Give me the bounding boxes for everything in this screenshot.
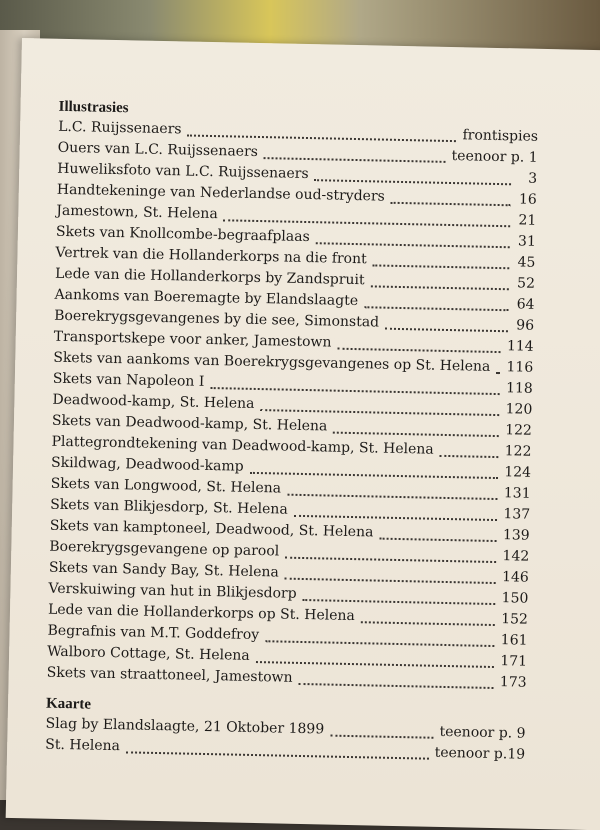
- illustration-entry-page: 120: [505, 401, 533, 418]
- illustration-entry-label: L.C. Ruijssenaers: [57, 118, 182, 138]
- illustration-entry-page: 161: [500, 632, 528, 649]
- illustration-entry-label: Skets van Napoleon I: [52, 370, 205, 390]
- illustration-entry-page: 52: [516, 275, 536, 292]
- illustration-entry-page: 131: [503, 485, 531, 502]
- dot-leader: [285, 577, 496, 584]
- illustration-entry-label: Jamestown, St. Helena: [56, 202, 218, 223]
- dot-leader: [314, 178, 511, 185]
- illustration-entry-page: 16: [518, 191, 537, 208]
- illustration-entry-label: Skets van straattoneel, Jamestown: [46, 664, 293, 686]
- dot-leader: [294, 514, 498, 521]
- dot-leader: [391, 201, 511, 207]
- dot-leader: [264, 156, 446, 163]
- map-entry-page: teenoor p.19: [434, 744, 526, 763]
- illustration-entry-page: 31: [517, 233, 537, 250]
- dot-leader: [330, 734, 433, 739]
- dot-leader: [285, 556, 496, 563]
- dot-leader: [373, 263, 510, 269]
- illustration-entry-page: 3: [528, 170, 538, 187]
- illustration-entry-page: 122: [504, 422, 533, 439]
- illustration-entry-page: 139: [502, 527, 530, 544]
- illustration-entry-label: Skets van Sandy Bay, St. Helena: [48, 559, 279, 581]
- dot-leader: [361, 620, 495, 626]
- illustration-entry-label: Begrafnis van M.T. Goddefroy: [47, 622, 260, 644]
- illustration-entry-label: Boerekrygsgevangene op parool: [49, 538, 280, 560]
- illustrations-heading: Illustrasies: [58, 98, 129, 117]
- illustration-entry-page: teenoor p. 1: [451, 148, 538, 166]
- dot-leader: [210, 386, 500, 395]
- dot-leader: [126, 750, 429, 759]
- dot-leader: [379, 537, 497, 542]
- map-entry-label: Slag by Elandslaagte, 21 Oktober 1899: [45, 715, 325, 738]
- illustration-entry-label: Aankoms van Boeremagte by Elandslaagte: [54, 286, 359, 310]
- illustration-entry-label: Vertrek van die Hollanderkorps na die front: [55, 244, 367, 268]
- illustration-entry-page: 142: [502, 548, 530, 565]
- illustration-entry-label: Boerekrygsgevangenes by die see, Simonstad: [54, 307, 380, 331]
- dot-leader: [364, 305, 509, 311]
- illustration-entry-label: Handtekeninge van Nederlandse oud-stryders: [56, 181, 385, 205]
- illustration-entry-page: 152: [501, 611, 529, 628]
- dot-leader: [316, 241, 510, 248]
- maps-heading: Kaarte: [45, 695, 92, 713]
- dot-leader: [256, 660, 495, 668]
- illustration-entry-label: Plattegrondtekening van Deadwood-kamp, St. Helena: [51, 433, 434, 458]
- dot-leader: [224, 218, 511, 227]
- dot-leader: [260, 408, 499, 416]
- illustration-entry-page: 96: [516, 317, 535, 334]
- illustration-entry-page: 21: [518, 212, 537, 229]
- illustrations-list: [46, 119, 538, 696]
- dot-leader: [302, 598, 495, 605]
- illustration-entry-label: Verskuiwing van hut in Blikjesdorp: [48, 580, 297, 602]
- illustration-entry-label: Skets van kamptoneel, Deadwood, St. Helena: [49, 517, 374, 541]
- illustration-entry-page: frontispies: [462, 127, 539, 145]
- illustration-entry-page: 173: [499, 674, 527, 691]
- dot-leader: [333, 431, 499, 437]
- contents-list: [45, 99, 539, 768]
- illustration-entry-page: 146: [501, 569, 529, 586]
- illustration-entry-label: Lede van die Hollanderkorps by Zandspruit: [54, 265, 365, 289]
- dot-leader: [265, 639, 495, 647]
- illustration-entry-page: 116: [506, 359, 534, 376]
- illustration-entry-label: Skildwag, Deadwood-kamp: [50, 454, 244, 475]
- illustration-entry-label: Skets van Longwood, St. Helena: [50, 475, 282, 497]
- dot-leader: [250, 471, 499, 479]
- dot-leader: [287, 493, 498, 500]
- illustration-entry-label: Huweliksfoto van L.C. Ruijssenaers: [57, 160, 309, 183]
- illustration-entry-page: 64: [516, 296, 535, 313]
- dot-leader: [385, 327, 508, 333]
- illustration-entry-label: Deadwood-kamp, St. Helena: [52, 391, 255, 412]
- illustration-entry-page: 118: [505, 380, 533, 397]
- dot-leader: [298, 682, 493, 689]
- illustration-entry-page: 45: [517, 254, 536, 271]
- map-entry-page: teenoor p. 9: [439, 723, 526, 742]
- map-entry-label: St. Helena: [45, 736, 121, 755]
- dot-leader: [187, 133, 456, 142]
- illustration-entry-page: 122: [504, 443, 532, 460]
- maps-list: [45, 716, 526, 768]
- illustration-entry-page: 114: [506, 338, 534, 355]
- illustration-entry-page: 137: [503, 506, 531, 523]
- illustration-entry-label: Skets van Knollcombe-begraafplaas: [55, 223, 310, 246]
- illustration-entry-label: Skets van Blikjesdorp, St. Helena: [50, 496, 288, 518]
- illustration-entry-page: 124: [504, 464, 532, 481]
- illustration-entry-label: Ouers van L.C. Ruijssenaers: [57, 139, 259, 160]
- illustration-entry-label: Skets van aankoms van Boerekrygsgevangenes op St. Helena: [53, 349, 491, 375]
- dot-leader: [370, 284, 508, 290]
- illustration-entry-label: Transportskepe voor anker, Jamestown: [53, 328, 332, 351]
- illustration-entry-label: Walboro Cottage, St. Helena: [46, 643, 250, 664]
- dot-leader: [337, 347, 500, 353]
- dot-leader: [440, 454, 499, 458]
- dot-leader: [496, 371, 500, 374]
- illustration-entry-label: Skets van Deadwood-kamp, St. Helena: [51, 412, 328, 435]
- illustration-entry-page: 171: [500, 653, 528, 670]
- book-page: [6, 38, 600, 830]
- illustration-entry-page: 150: [501, 590, 529, 607]
- illustration-entry-label: Lede van die Hollanderkorps op St. Helena: [47, 601, 355, 625]
